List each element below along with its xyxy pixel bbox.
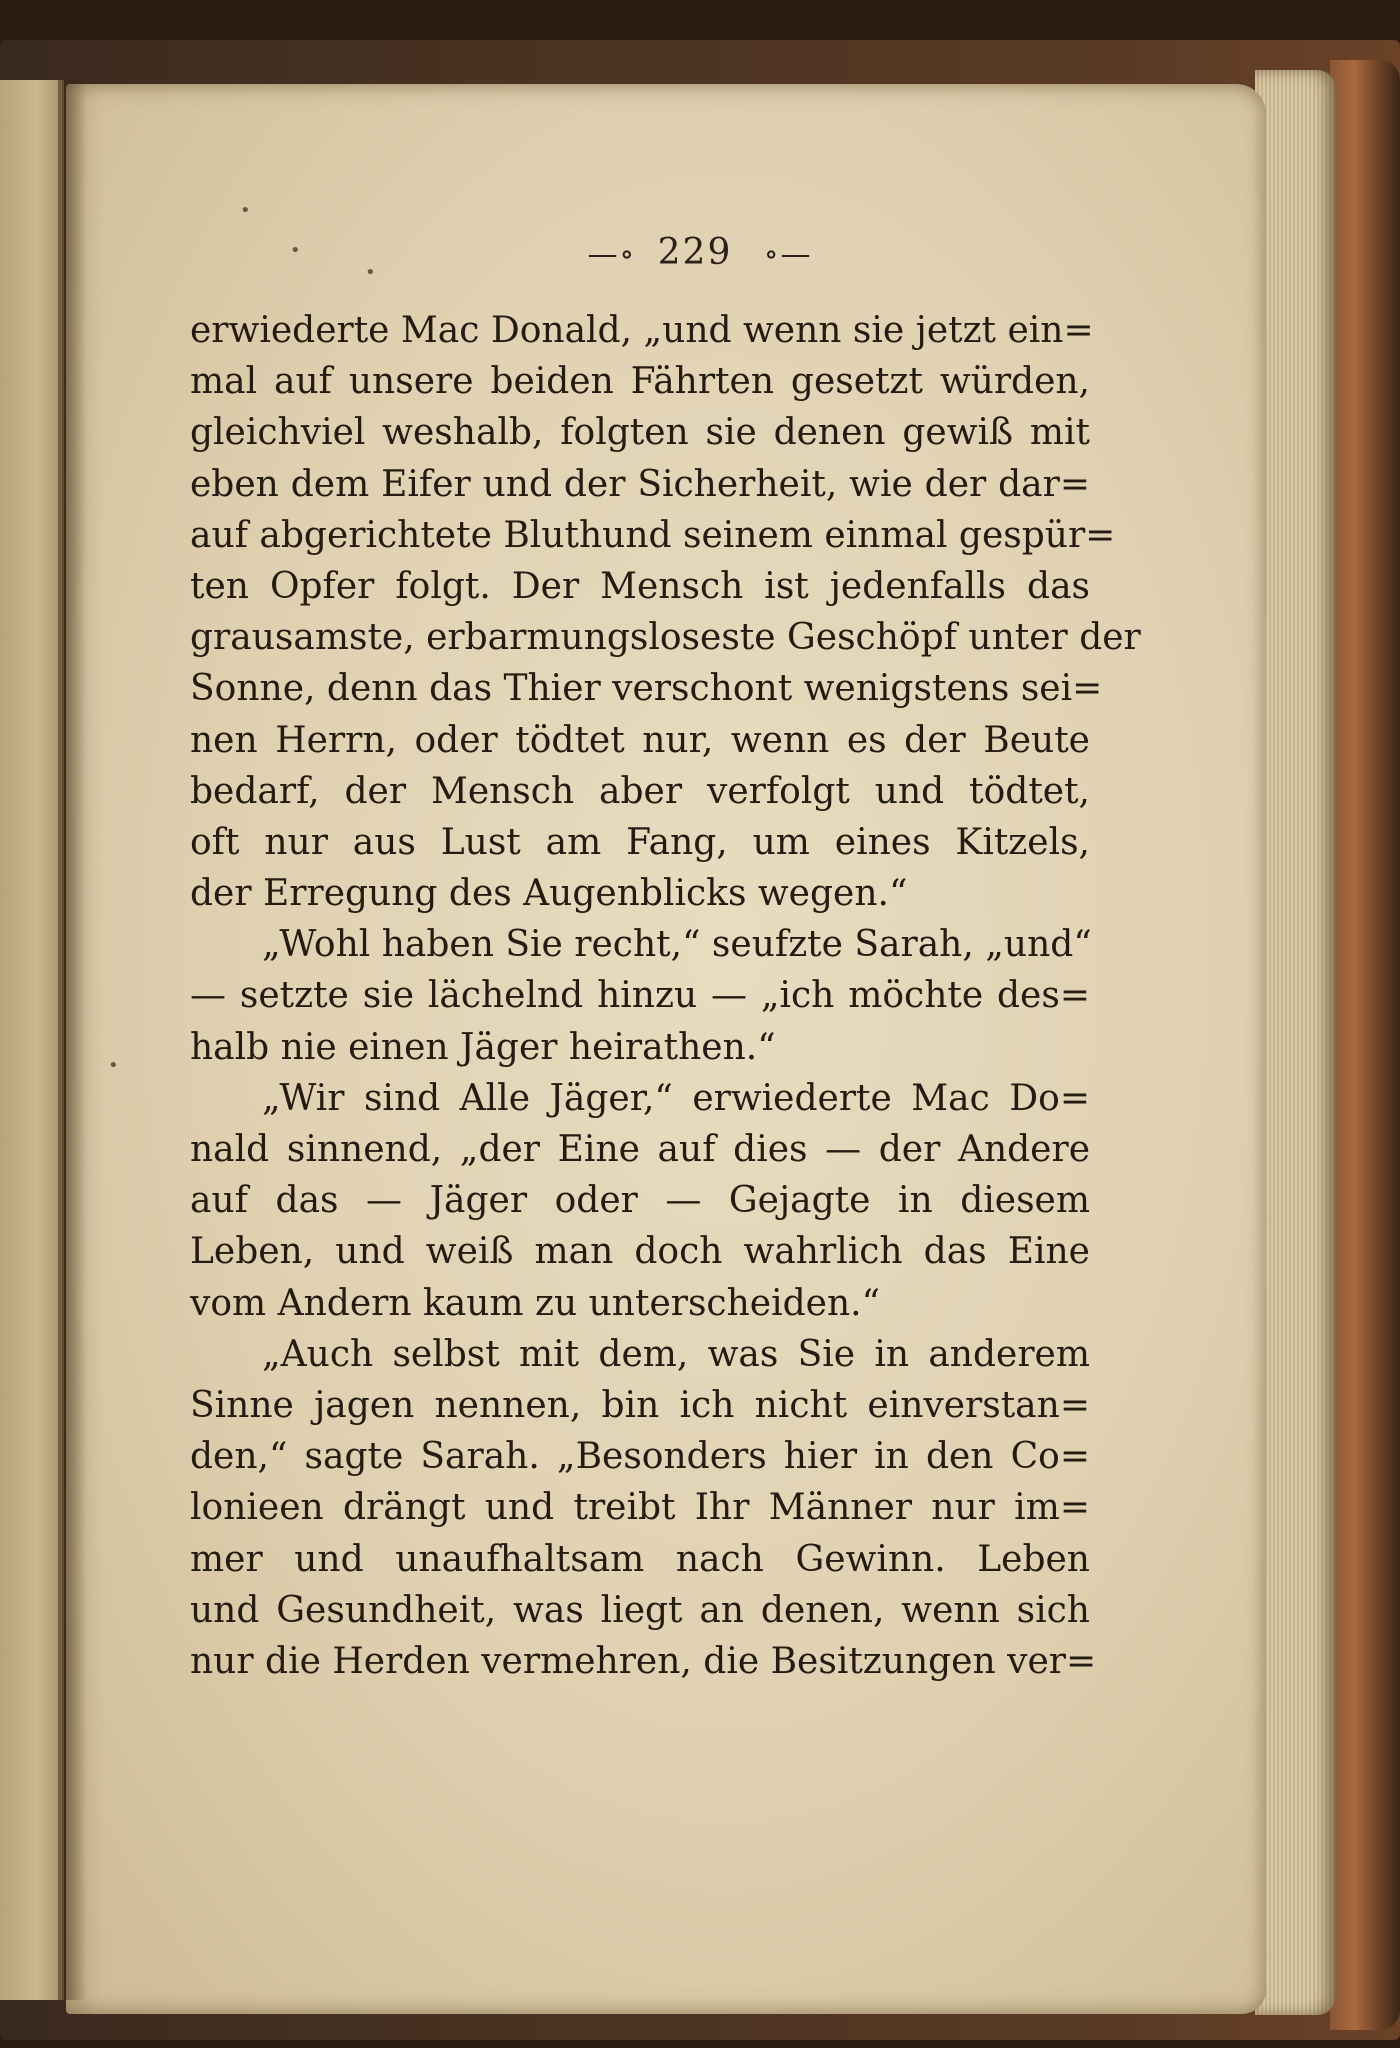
text-line: — setzte sie lächelnd hinzu — „ich möchte des= [190,975,1090,1017]
text-line: nald sinnend, „der Eine auf dies — der Andere [190,1129,1090,1170]
facing-page [0,80,64,2000]
text-line: grausamste, erbarmungsloseste Geschöpf unter der [190,617,1141,659]
text-line: eben dem Eifer und der Sicherheit, wie der dar= [190,463,1090,505]
text-line: den,“ sagte Sarah. „Besonders hier in den Co= [190,1436,1090,1478]
page-number: 229 [657,232,733,273]
page-gutter-shadow [58,80,86,2000]
speck-mark: • [290,240,301,261]
text-line: nen Herrn, oder tödtet nur, wenn es der Beute [190,719,1090,761]
text-line: Sinne jagen nennen, bin ich nicht einverstan= [190,1384,1090,1426]
text-line: lonieen drängt und treibt Ihr Männer nur im= [190,1487,1090,1529]
speck-mark: • [365,262,376,283]
text-line: mal auf unsere beiden Fährten gesetzt würden, [190,361,1090,403]
text-line: erwiederte Mac Donald, „und wenn sie jetzt ein= [190,310,1094,351]
speck-mark: • [108,1055,119,1076]
text-line: „Wir sind Alle Jäger,“ erwiederte Mac Do= [262,1077,1090,1119]
page-header [0,232,1400,273]
header-ornament-left: —∘ [587,237,637,272]
text-line: „Wohl haben Sie recht,“ seufzte Sarah, „und“ [262,924,1092,966]
text-line: gleichviel weshalb, folgten sie denen gewiß mit [190,412,1090,454]
text-line: vom Andern kaum zu unterscheiden.“ [190,1282,880,1324]
text-line: bedarf, der Mensch aber verfolgt und tödtet, [190,770,1090,812]
page-block-edges [1255,70,1335,2015]
text-line: Sonne, denn das Thier verschont wenigstens sei= [190,668,1103,710]
text-line: halb nie einen Jäger heirathen.“ [190,1026,776,1068]
header-ornament-right: ∘— [763,237,813,272]
book-spine-edge [1330,60,1400,2030]
text-line: der Erregung des Augenblicks wegen.“ [190,873,908,915]
text-line: oft nur aus Lust am Fang, um eines Kitzels, [190,821,1090,863]
text-line: „Auch selbst mit dem, was Sie in anderem [262,1333,1090,1375]
text-line: nur die Herden vermehren, die Besitzungen ver= [190,1640,1097,1682]
text-line: und Gesundheit, was liegt an denen, wenn sich [190,1589,1090,1631]
body-text [190,305,1141,1687]
speck-mark: • [240,200,251,221]
text-line: auf abgerichtete Bluthund seinem einmal gespür= [190,514,1116,556]
text-line: auf das — Jäger oder — Gejagte in diesem [190,1180,1090,1222]
text-line: mer und unaufhaltsam nach Gewinn. Leben [190,1538,1090,1580]
text-line: Leben, und weiß man doch wahrlich das Eine [190,1231,1090,1273]
text-line: ten Opfer folgt. Der Mensch ist jedenfalls das [190,565,1090,607]
